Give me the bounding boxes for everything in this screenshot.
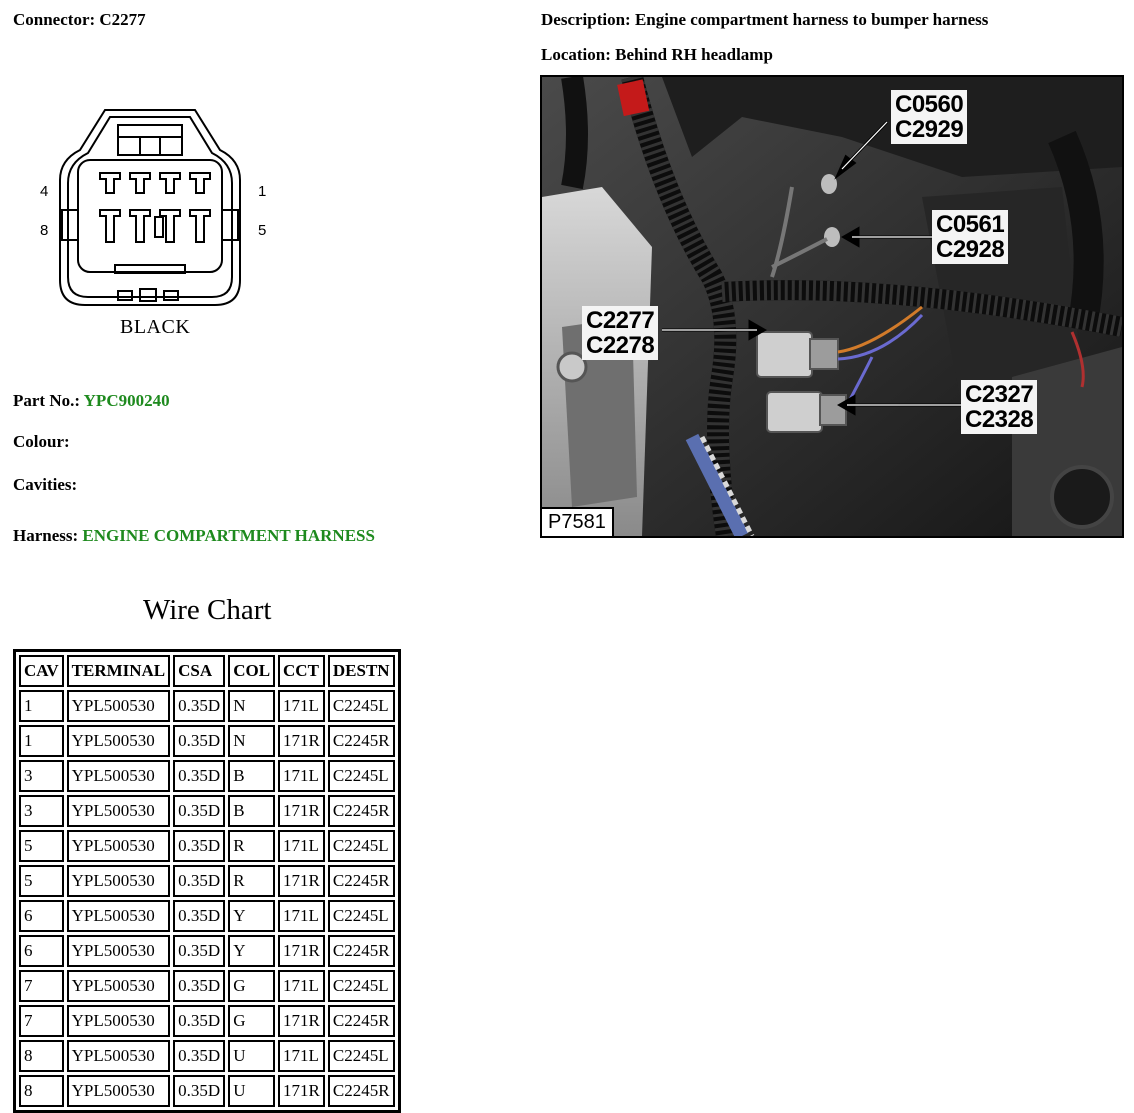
wire-chart-title: Wire Chart <box>143 594 272 626</box>
cell-cct: 171R <box>278 795 325 827</box>
harness-label: Harness: <box>13 526 79 545</box>
cell-cav: 8 <box>19 1040 64 1072</box>
cell-csa: 0.35D <box>173 690 225 722</box>
cell-terminal: YPL500530 <box>67 795 171 827</box>
pin-label-5: 5 <box>258 222 267 239</box>
cell-cct: 171R <box>278 725 325 757</box>
cell-terminal: YPL500530 <box>67 1040 171 1072</box>
photo-id-label: P7581 <box>542 507 614 536</box>
cell-terminal: YPL500530 <box>67 725 171 757</box>
cell-cav: 8 <box>19 1075 64 1107</box>
cell-destn: C2245L <box>328 830 395 862</box>
callout-line: C2278 <box>586 332 655 359</box>
part-no-value: YPC900240 <box>83 391 170 410</box>
cell-terminal: YPL500530 <box>67 830 171 862</box>
table-row <box>19 1005 395 1037</box>
description-value: Engine compartment harness to bumper harness <box>634 10 989 29</box>
cell-cct: 171L <box>278 970 325 1002</box>
cell-terminal: YPL500530 <box>67 970 171 1002</box>
cell-destn: C2245R <box>328 865 395 897</box>
cell-col: G <box>228 1005 275 1037</box>
cell-col: R <box>228 830 275 862</box>
cell-destn: C2245R <box>328 795 395 827</box>
cell-cct: 171R <box>278 865 325 897</box>
part-no-line <box>13 391 170 411</box>
cell-cav: 1 <box>19 725 64 757</box>
cell-destn: C2245L <box>328 690 395 722</box>
cell-cav: 5 <box>19 830 64 862</box>
cell-cav: 7 <box>19 970 64 1002</box>
cell-col: N <box>228 690 275 722</box>
cell-cct: 171L <box>278 690 325 722</box>
location-photo <box>540 75 1124 538</box>
cell-destn: C2245R <box>328 1075 395 1107</box>
column-header-terminal: TERMINAL <box>67 655 171 687</box>
harness-value: ENGINE COMPARTMENT HARNESS <box>82 526 375 545</box>
cell-terminal: YPL500530 <box>67 690 171 722</box>
table-body <box>19 690 395 1107</box>
cell-terminal: YPL500530 <box>67 760 171 792</box>
connector-value: C2277 <box>99 10 146 29</box>
cell-terminal: YPL500530 <box>67 1075 171 1107</box>
table-row <box>19 865 395 897</box>
cell-terminal: YPL500530 <box>67 935 171 967</box>
cell-csa: 0.35D <box>173 970 225 1002</box>
cavities-label: Cavities: <box>13 475 78 494</box>
callout-line: C2328 <box>965 406 1034 433</box>
cell-csa: 0.35D <box>173 935 225 967</box>
table-row <box>19 725 395 757</box>
cell-cct: 171L <box>278 1040 325 1072</box>
callout-line: C2327 <box>965 381 1034 408</box>
cell-col: Y <box>228 935 275 967</box>
cell-csa: 0.35D <box>173 900 225 932</box>
cell-cav: 3 <box>19 795 64 827</box>
cell-cav: 6 <box>19 935 64 967</box>
cell-destn: C2245R <box>328 935 395 967</box>
table-row <box>19 1040 395 1072</box>
pin-label-8: 8 <box>40 222 49 239</box>
cell-csa: 0.35D <box>173 1005 225 1037</box>
cell-destn: C2245L <box>328 970 395 1002</box>
cell-col: B <box>228 760 275 792</box>
callout-c2327-c2328 <box>961 380 1037 434</box>
description-line <box>541 10 988 30</box>
cell-cct: 171R <box>278 935 325 967</box>
colour-label: Colour: <box>13 432 70 451</box>
cell-col: B <box>228 795 275 827</box>
connector-colour-caption: BLACK <box>120 316 191 338</box>
location-label: Location: <box>541 45 611 64</box>
table-row <box>19 760 395 792</box>
cell-col: Y <box>228 900 275 932</box>
table-row <box>19 970 395 1002</box>
cell-terminal: YPL500530 <box>67 865 171 897</box>
cell-cct: 171L <box>278 760 325 792</box>
part-no-label: Part No.: <box>13 391 81 410</box>
pin-label-4: 4 <box>40 183 49 200</box>
column-header-csa: CSA <box>173 655 225 687</box>
cell-destn: C2245R <box>328 725 395 757</box>
column-header-col: COL <box>228 655 275 687</box>
cell-destn: C2245L <box>328 1040 395 1072</box>
cell-csa: 0.35D <box>173 760 225 792</box>
callout-line: C0561 <box>936 211 1005 238</box>
cell-cct: 171R <box>278 1075 325 1107</box>
callout-c2277-c2278 <box>582 306 658 360</box>
cell-col: G <box>228 970 275 1002</box>
connector-heading <box>13 10 146 30</box>
cell-cav: 3 <box>19 760 64 792</box>
pin-label-1: 1 <box>258 183 267 200</box>
table-row <box>19 1075 395 1107</box>
harness-line <box>13 526 375 546</box>
column-header-destn: DESTN <box>328 655 395 687</box>
cell-csa: 0.35D <box>173 725 225 757</box>
table-row <box>19 900 395 932</box>
cell-csa: 0.35D <box>173 1075 225 1107</box>
cell-col: U <box>228 1075 275 1107</box>
cell-col: R <box>228 865 275 897</box>
callout-line: C2929 <box>895 116 964 143</box>
callout-line: C0560 <box>895 91 964 118</box>
cell-cct: 171L <box>278 830 325 862</box>
column-header-cav: CAV <box>19 655 64 687</box>
cell-csa: 0.35D <box>173 830 225 862</box>
cell-destn: C2245L <box>328 900 395 932</box>
callout-line: C2277 <box>586 307 655 334</box>
cell-cav: 7 <box>19 1005 64 1037</box>
table-row <box>19 830 395 862</box>
column-header-cct: CCT <box>278 655 325 687</box>
table-header-row <box>19 655 395 687</box>
cell-terminal: YPL500530 <box>67 1005 171 1037</box>
table-row <box>19 935 395 967</box>
cell-col: N <box>228 725 275 757</box>
location-value: Behind RH headlamp <box>615 45 773 64</box>
description-label: Description: <box>541 10 631 29</box>
cell-csa: 0.35D <box>173 1040 225 1072</box>
table-row <box>19 795 395 827</box>
callout-line: C2928 <box>936 236 1005 263</box>
cell-cav: 5 <box>19 865 64 897</box>
cell-destn: C2245L <box>328 760 395 792</box>
cell-csa: 0.35D <box>173 865 225 897</box>
cell-cav: 6 <box>19 900 64 932</box>
connector-face-diagram <box>30 105 280 345</box>
location-line <box>541 45 773 65</box>
wire-chart-table <box>13 649 401 1113</box>
callout-c0561-c2928 <box>932 210 1008 264</box>
cell-cav: 1 <box>19 690 64 722</box>
cell-col: U <box>228 1040 275 1072</box>
cell-cct: 171R <box>278 1005 325 1037</box>
cell-terminal: YPL500530 <box>67 900 171 932</box>
table-row <box>19 690 395 722</box>
cell-cct: 171L <box>278 900 325 932</box>
cell-destn: C2245R <box>328 1005 395 1037</box>
callout-c0560-c2929 <box>891 90 967 144</box>
connector-label: Connector: <box>13 10 96 29</box>
cell-csa: 0.35D <box>173 795 225 827</box>
